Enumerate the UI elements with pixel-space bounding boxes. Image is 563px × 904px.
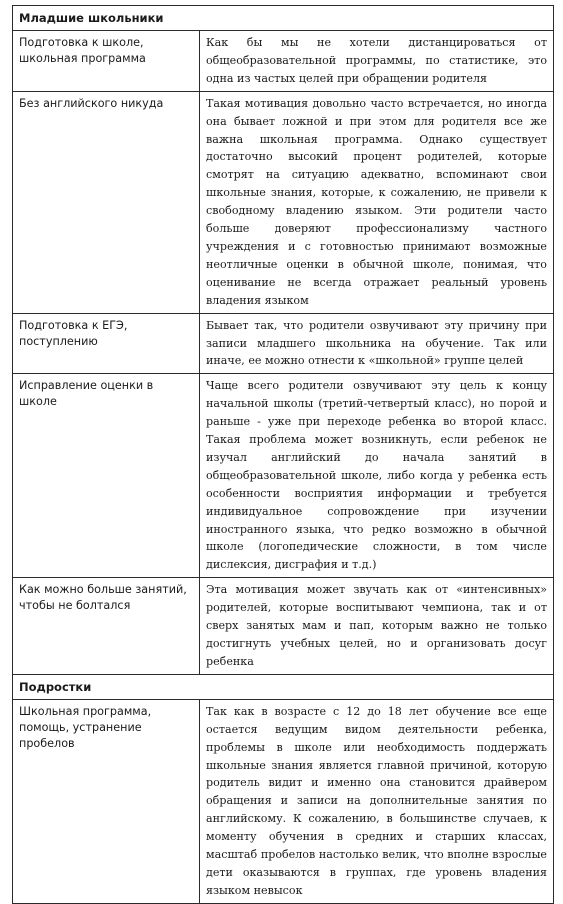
table-row [13,313,554,374]
description-cell: Как бы мы не хотели дистанцироваться от общеобразовательной программы, по статистике, это одна из частых целей при обращении родителя [200,31,554,92]
reason-cell: Исправление оценки в школе [13,374,200,578]
reason-cell: Как можно больше занятий, чтобы не болтался [13,578,200,675]
table-row [13,91,554,313]
description-cell: Чаще всего родители озвучивают эту цель к концу начальной школы (третий-четвертый класс), но порой и раньше - уже при переходе ребенка во второй класс. Такая проблема может возникнуть, если ребенок не изучал английский до начала занятий в общеобразовательной школе, либо когда у ребенка есть особенности восприятия информации и требуется индивидуальное сопровождение при изучении иностранного языка, что редко возможно в обычной школе (логопедические сложности, в том числе дислексия, дисграфия и т.д.) [200,374,554,578]
section-header-row [13,674,554,699]
reason-cell: Подготовка к школе, школьная программа [13,31,200,92]
description-cell: Так как в возрасте с 12 до 18 лет обучение все еще остается ведущим видом деятельности ребенка, проблемы в школе или необходимость поддержать школьные знания является главной причиной, которую родитель видит и именно она становится драйвером обращения и записи на дополнительные занятия по английскому. К сожалению, в большинстве случаев, к моменту обучения в средних и старших классах, масштаб пробелов настолько велик, что вполне взрослые дети оказываются в группах, где уровень владения языком невысок [200,699,554,903]
motivation-table [12,5,554,904]
section-header-row [13,6,554,31]
table-row [13,374,554,578]
table-row [13,578,554,675]
reason-cell: Школьная программа, помощь, устранение пробелов [13,699,200,903]
table-row [13,699,554,903]
reason-cell: Подготовка к ЕГЭ, поступлению [13,313,200,374]
description-cell: Бывает так, что родители озвучивают эту причину при записи младшего школьника на обучение. Так или иначе, ее можно отнести к «школьной» группе целей [200,313,554,374]
table-row [13,31,554,92]
description-cell: Эта мотивация может звучать как от «интенсивных» родителей, которые воспитывают чемпиона, так и от сверх занятых мам и пап, которым важно не только достигнуть учебных целей, но и организовать досуг ребенка [200,578,554,675]
section-title: Младшие школьники [13,6,554,31]
reason-cell: Без английского никуда [13,91,200,313]
section-title: Подростки [13,674,554,699]
description-cell: Такая мотивация довольно часто встречается, но иногда она бывает ложной и при этом для родителя все же важна школьная программа. Однако существует достаточно высокий процент родителей, которые смотрят на ситуацию адекватно, вспоминают свои школьные знания, которые, к сожалению, не привели к свободному владению языком. Эти родители часто больше доверяют профессионализму частного учреждения и с готовностью принимают возможные неотличные оценки в обычной школе, понимая, что оценивание не всегда отражает реальный уровень владения языком [200,91,554,313]
